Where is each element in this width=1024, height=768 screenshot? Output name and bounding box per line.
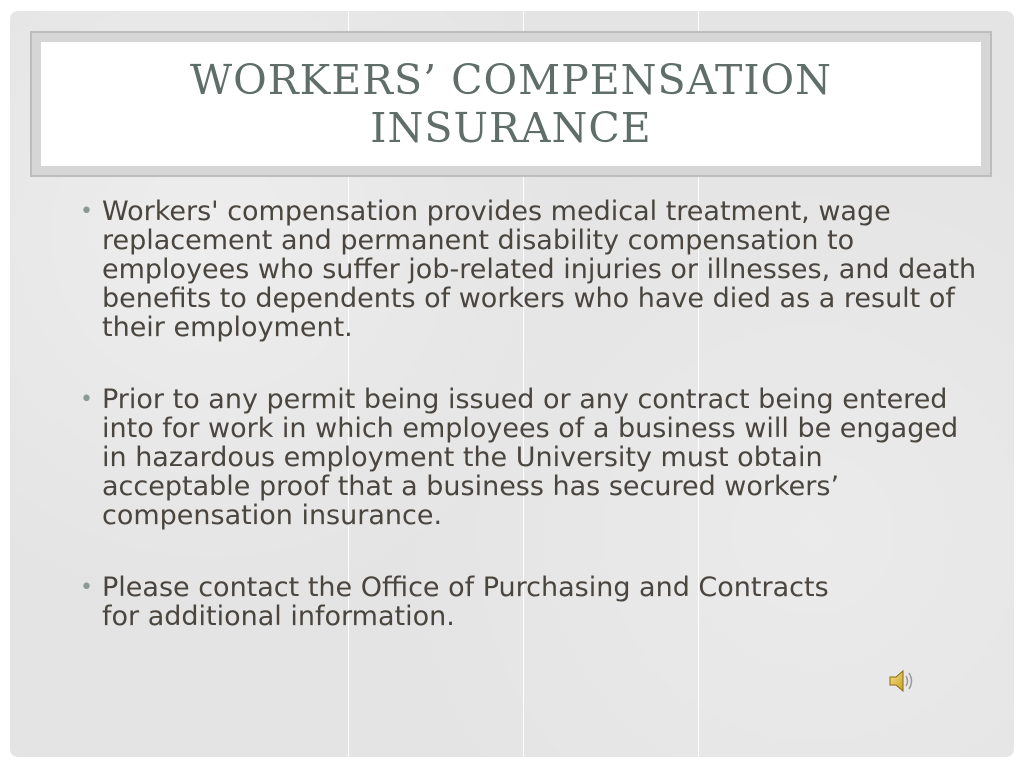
bullet-marker: • [80, 575, 93, 600]
slide-title-line-1: WORKERS’ COMPENSATION [189, 56, 833, 104]
slide [10, 11, 1014, 757]
list-item [78, 573, 862, 631]
list-item [78, 197, 978, 342]
slide-title-line-2: INSURANCE [370, 104, 652, 152]
slide-title [190, 56, 832, 152]
list-item [78, 385, 978, 530]
bullet-text: Prior to any permit being issued or any contract being entered into for work in which employees of a business will be engaged in hazardous employment the University must obtain acceptable proof that a business has secured workers’ compensation insurance. [102, 384, 959, 531]
bullet-marker: • [80, 387, 93, 412]
bullet-marker: • [80, 199, 93, 224]
title-frame [30, 31, 992, 177]
bullet-text: Workers' compensation provides medical treatment, wage replacement and permanent disability compensation to employees who suffer job-related injuries or illnesses, and death benefits to dependents of workers who have died as a result of their employment. [102, 196, 977, 343]
title-box [41, 42, 981, 166]
speaker-icon[interactable] [887, 667, 917, 695]
bullet-text: Please contact the Office of Purchasing and Contracts for additional information. [102, 572, 829, 632]
bullet-list [78, 197, 978, 631]
